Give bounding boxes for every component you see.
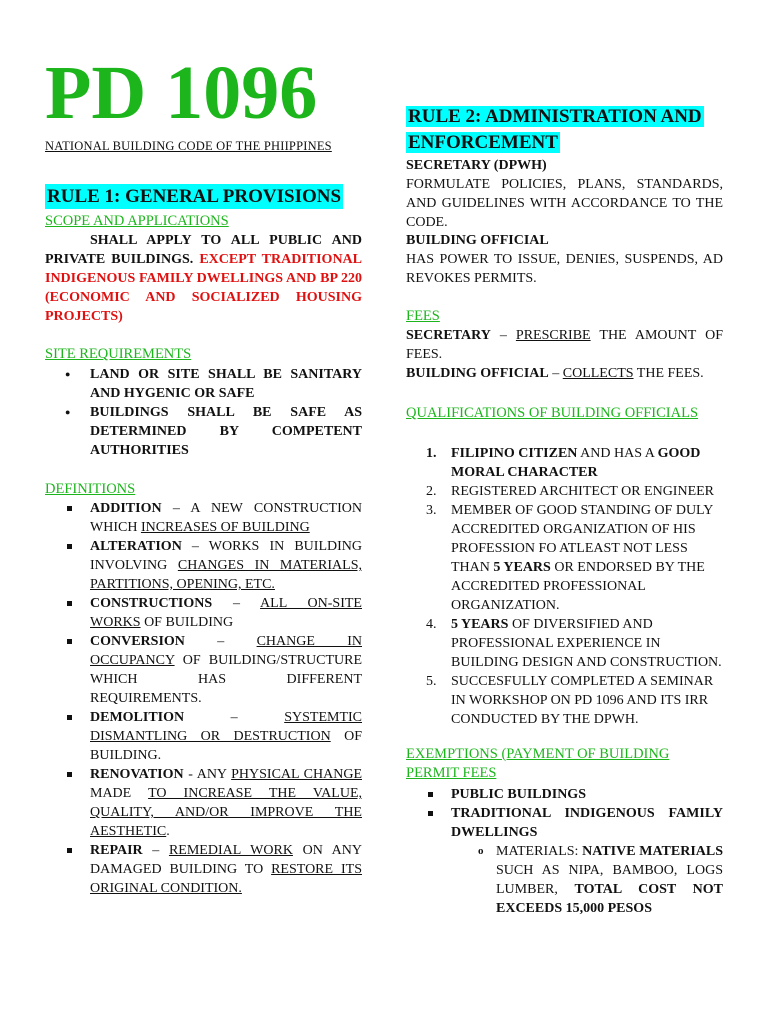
- list-item: TRADITIONAL INDIGENOUS FAMILY DWELLINGS: [406, 804, 723, 842]
- scope-heading: SCOPE AND APPLICATIONS: [45, 213, 229, 229]
- list-item: 4. 5 YEARS OF DIVERSIFIED AND PROFESSIONAL EXPERIENCE IN BUILDING DESIGN AND CONSTRUCTION.: [426, 617, 722, 670]
- definitions-heading: DEFINITIONS: [45, 481, 136, 497]
- page-subtitle: NATIONAL BUILDING CODE OF THE PHIIPPINES: [45, 139, 332, 153]
- exemptions-list: [406, 785, 723, 842]
- rule-1-heading: RULE 1: GENERAL PROVISIONS: [47, 186, 342, 207]
- definition-item: CONSTRUCTIONS – ALL ON-SITE WORKS OF BUILDING: [45, 594, 362, 632]
- fees-secretary: SECRETARY – PRESCRIBE THE AMOUNT OF FEES.: [406, 328, 723, 362]
- list-item: 5. SUCCESFULLY COMPLETED A SEMINAR IN WORKSHOP ON PD 1096 AND ITS IRR CONDUCTED BY THE DPWH.: [426, 674, 714, 727]
- scope-exception-paren: (ECONOMIC AND SOCIALIZED HOUSING PROJECTS): [45, 290, 362, 324]
- definition-item: REPAIR – REMEDIAL WORK ON ANY DAMAGED BUILDING TO RESTORE ITS ORIGINAL CONDITION.: [45, 841, 362, 898]
- definition-item: ADDITION – A NEW CONSTRUCTION WHICH INCREASES OF BUILDING: [45, 499, 362, 537]
- list-item: 2. REGISTERED ARCHITECT OR ENGINEER: [426, 484, 715, 499]
- qualifications-list: [406, 444, 723, 729]
- definition-item: RENOVATION - ANY PHYSICAL CHANGE MADE TO INCREASE THE VALUE, QUALITY, AND/OR IMPROVE THE AESTHETIC.: [45, 765, 362, 841]
- site-heading: SITE REQUIREMENTS: [45, 346, 192, 362]
- secretary-text: FORMULATE POLICIES, PLANS, STANDARDS, AND GUIDELINES WITH ACCORDANCE TO THE CODE.: [406, 177, 723, 230]
- definition-item: ALTERATION – WORKS IN BUILDING INVOLVING CHANGES IN MATERIALS, PARTITIONS, OPENING, ETC.: [45, 537, 362, 594]
- site-list: [45, 365, 362, 460]
- secretary-label: SECRETARY (DPWH): [406, 158, 547, 173]
- definitions-list: [45, 499, 362, 898]
- scope-exception: EXCEPT TRADITIONAL INDIGENOUS FAMILY DWELLINGS AND BP 220: [45, 252, 362, 286]
- list-item: ● BUILDINGS SHALL BE SAFE AS DETERMINED BY COMPETENT AUTHORITIES: [45, 403, 362, 460]
- official-label: BUILDING OFFICIAL: [406, 233, 549, 248]
- list-item: ● LAND OR SITE SHALL BE SANITARY AND HYGENIC OR SAFE: [45, 365, 362, 403]
- rule-2-heading: RULE 2: ADMINISTRATION AND ENFORCEMENT: [408, 106, 702, 153]
- fees-official: BUILDING OFFICIAL – COLLECTS THE FEES.: [406, 366, 704, 381]
- list-item: 1. FILIPINO CITIZEN AND HAS A GOOD MORAL CHARACTER: [426, 446, 701, 480]
- official-text: HAS POWER TO ISSUE, DENIES, SUSPENDS, AD REVOKES PERMITS.: [406, 252, 723, 286]
- definition-item: DEMOLITION – SYSTEMTIC DISMANTLING OR DESTRUCTION OF BUILDING.: [45, 708, 362, 765]
- definition-item: CONVERSION – CHANGE IN OCCUPANCY OF BUILDING/STRUCTURE WHICH HAS DIFFERENT REQUIREMENTS.: [45, 632, 362, 708]
- page-title: PD 1096: [45, 51, 318, 135]
- scope-paragraph: [45, 231, 362, 326]
- sub-bullet: o: [478, 845, 484, 857]
- qualifications-heading: QUALIFICATIONS OF BUILDING OFFICIALS: [406, 405, 699, 421]
- exemptions-heading: EXEMPTIONS (PAYMENT OF BUILDING PERMIT FEES: [406, 746, 670, 781]
- fees-heading: FEES: [406, 308, 440, 324]
- list-item: 3. MEMBER OF GOOD STANDING OF DULY ACCREDITED ORGANIZATION OF HIS PROFESSION FO ATLEAST NOT LESS THAN 5 YEARS OR ENDORSED BY THE ACCREDITED PROFESSIONAL ORGANIZATION.: [426, 503, 713, 613]
- scope-text: SHALL APPLY TO ALL PUBLIC AND PRIVATE BUILDINGS.: [45, 233, 362, 267]
- exemption-sub-item: o MATERIALS: NATIVE MATERIALS SUCH AS NIPA, BAMBOO, LOGS LUMBER, TOTAL COST NOT EXCEEDS 15,000 PESOS: [478, 844, 723, 916]
- list-item: PUBLIC BUILDINGS: [406, 785, 723, 804]
